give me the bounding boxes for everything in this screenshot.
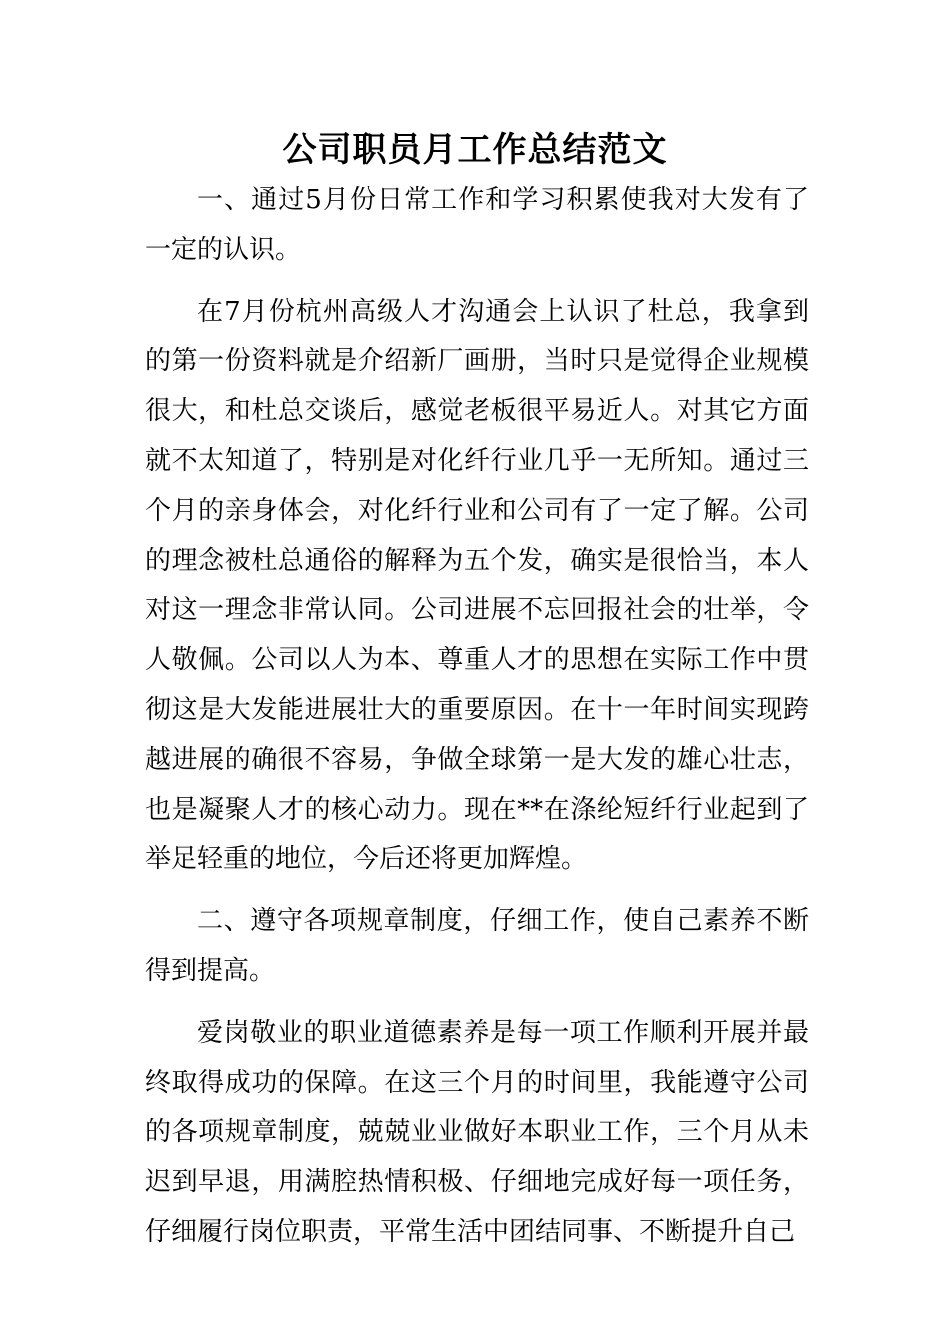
document-body	[145, 176, 809, 1270]
paragraph-3: 二、遵守各项规章制度，仔细工作，使自己素养不断得到提高。	[145, 906, 809, 986]
paragraph-2: 在7月份杭州高级人才沟通会上认识了杜总，我拿到的第一份资料就是介绍新厂画册，当时只是觉得企业规模很大，和杜总交谈后，感觉老板很平易近人。对其它方面就不太知道了，特别是对化纤行业几乎一无所知。通过三个月的亲身体会，对化纤行业和公司有了一定了解。公司的理念被杜总通俗的解释为五个发，确实是很恰当，本人对这一理念非常认同。公司进展不忘回报社会的壮举，令人敬佩。公司以人为本、尊重人才的思想在实际工作中贯彻这是大发能进展壮大的重要原因。在十一年时间实现跨越进展的确很不容易，争做全球第一是大发的雄心壮志，也是凝聚人才的核心动力。现在**在涤纶短纤行业起到了举足轻重的地位，今后还将更加辉煌。	[145, 296, 809, 875]
document-title: 公司职员月工作总结范文	[282, 130, 668, 170]
paragraph-1: 一、通过5月份日常工作和学习积累使我对大发有了一定的认识。	[145, 185, 809, 265]
paragraph-4: 爱岗敬业的职业道德素养是每一项工作顺利开展并最终取得成功的保障。在这三个月的时间里，我能遵守公司的各项规章制度，兢兢业业做好本职业工作，三个月从未迟到早退，用满腔热情积极、仔细地完成好每一项任务，仔细履行岗位职责，平常生活中团结同事、不断提升自己	[145, 1017, 809, 1247]
